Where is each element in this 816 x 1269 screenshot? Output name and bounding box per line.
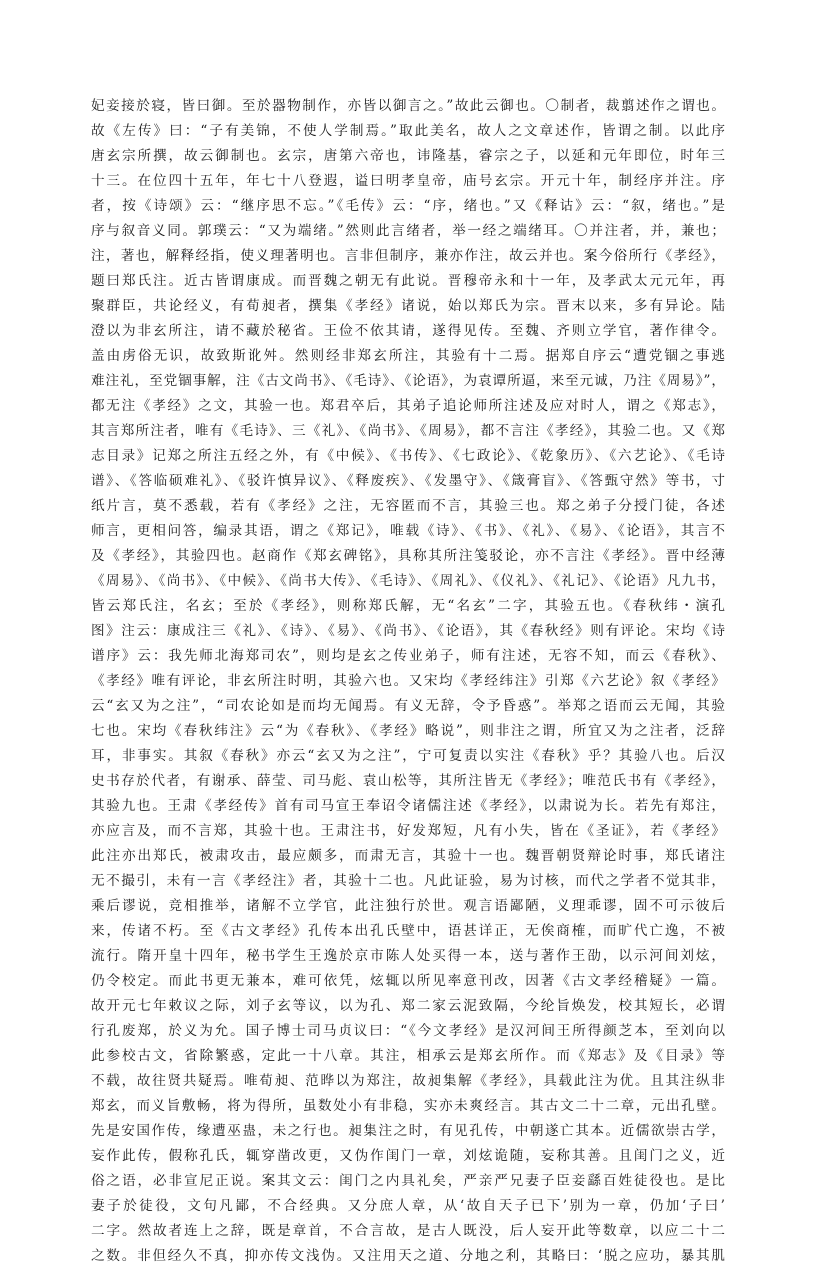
text-line: 澄以为非玄所注，请不藏於秘省。王俭不依其请，遂得见传。至魏、齐则立学官，著作律令。: [91, 323, 725, 339]
text-line: 《周易》、《尚书》、《中候》、《尚书大传》、《毛诗》、《周礼》、《仪礼》、《礼记》、《论语》凡九书，: [91, 573, 725, 589]
text-line: 来，传诸不朽。至《古文孝经》孔传本出孔氏壁中，语甚详正，无俟商榷，而旷代亡逸，不被: [91, 923, 725, 939]
text-line: 无不撮引，未有一言《孝经注》者，其验十二也。凡此证验，易为讨核，而代之学者不觉其非，: [91, 873, 725, 889]
text-line: 唐玄宗所撰，故云御制也。玄宗，唐第六帝也，讳隆基，睿宗之子，以延和元年即位，时年三: [91, 148, 725, 164]
text-line: 故开元七年敕议之际，刘子玄等议，以为孔、郑二家云泥致隔，今纶旨焕发，校其短长，必谓: [91, 998, 725, 1014]
text-line: 纸片言，莫不悉载，若有《孝经》之注，无容匿而不言，其验三也。郑之弟子分授门徒，各述: [91, 498, 725, 514]
text-line: 题曰郑氏注。近古皆谓康成。而晋魏之朝无有此说。晋穆帝永和十一年，及孝武太元元年，再: [91, 273, 725, 289]
text-line: 此参校古文，省除繁惑，定此一十八章。其注，相承云是郑玄所作。而《郑志》及《目录》等: [91, 1048, 725, 1064]
text-line: 七也。宋均《春秋纬注》云“为《春秋》、《孝经》略说”，则非注之谓，所宜又为之注者，泛辞: [91, 723, 725, 739]
text-line: 序与叙音义同。郭璞云：“又为端绪。”然则此言绪者，举一经之端绪耳。〇并注者，并，兼也；: [91, 223, 725, 239]
text-line: 亦应言及，而不言郑，其验十也。王肃注书，好发郑短，凡有小失，皆在《圣证》，若《孝经》: [91, 823, 725, 839]
text-line: 十三。在位四十五年，年七十八登遐，谥曰明孝皇帝，庙号玄宗。开元十年，制经序并注。序: [91, 173, 725, 189]
text-line: 先是安国作传，缘遭巫蛊，未之行也。昶集注之时，有见孔传，中朝遂亡其本。近儒欲崇古学，: [91, 1123, 725, 1139]
text-line: 聚群臣，共论经义，有荀昶者，撰集《孝经》诸说，始以郑氏为宗。晋末以来，多有异论。陆: [91, 298, 725, 314]
text-line: 仍令校定。而此书更无兼本，难可依凭，炫辄以所见率意刊改，因著《古文孝经稽疑》一篇。: [91, 973, 725, 989]
text-line: 皆云郑氏注，名玄；至於《孝经》，则称郑氏解，无“名玄”二字，其验五也。《春秋纬・演孔: [91, 598, 725, 614]
text-line: 图》注云：康成注三《礼》、《诗》、《易》、《尚书》、《论语》，其《春秋经》则有评论。宋均《诗: [91, 623, 725, 639]
text-line: 不载，故往贤共疑焉。唯荀昶、范晔以为郑注，故昶集解《孝经》，具载此注为优。且其注纵非: [91, 1073, 725, 1089]
text-line: 师言，更相问答，编录其语，谓之《郑记》，唯载《诗》、《书》、《礼》、《易》、《论语》，其言不: [91, 523, 725, 539]
text-line: 二字。然故者连上之辞，既是章首，不合言故，是古人既没，后人妄开此等数章，以应二十二: [91, 1223, 725, 1239]
text-line: 其验九也。王肃《孝经传》首有司马宣王奉诏令诸儒注述《孝经》，以肃说为长。若先有郑注，: [91, 798, 725, 814]
text-line: 《孝经》唯有评论，非玄所注时明，其验六也。又宋均《孝经纬注》引郑《六艺论》叙《孝经》: [91, 673, 725, 689]
text-line: 俗之语，必非宣尼正说。案其文云：闺门之内具礼矣，严亲严兄妻子臣妾繇百姓徒役也。是比: [91, 1173, 725, 1189]
text-line: 行孔废郑，於义为允。国子博士司马贞议曰：“《今文孝经》是汉河间王所得颜芝本，至刘向以: [91, 1023, 725, 1039]
text-line: 注，著也，解释经指，使义理著明也。言非但制序，兼亦作注，故云并也。案今俗所行《孝经》，: [91, 248, 725, 264]
text-line: 谱序》云：我先师北海郑司农”，则均是玄之传业弟子，师有注述，无容不知，而云《春秋》、: [91, 648, 725, 664]
text-line: 乘后谬说，竞相推举，诸解不立学官，此注独行於世。观言语鄙陋，义理乖谬，固不可示彼后: [91, 898, 725, 914]
text-line: 者，按《诗颂》云：“继序思不忘。”《毛传》云：“序，绪也。”又《释诂》云：“叙，绪也。”是: [91, 198, 725, 214]
text-line: 此注亦出郑氏，被肃攻击，最应颇多，而肃无言，其验十一也。魏晋朝贤辩论时事，郑氏诸注: [91, 848, 725, 864]
text-line: 妃妾接於寝，皆曰御。至於器物制作，亦皆以御言之。”故此云御也。〇制者，裁翦述作之谓也。: [91, 98, 725, 114]
text-line: 云“玄又为之注”，“司农论如是而均无闻焉。有义无辞，令予昏惑”。举郑之语而云无闻，其验: [91, 698, 725, 714]
text-line: 志目录》记郑之所注五经之外，有《中候》、《书传》、《七政论》、《乾象历》、《六艺论》、《毛诗: [91, 448, 725, 464]
text-line: 难注礼，至党锢事解，注《古文尚书》、《毛诗》、《论语》，为袁谭所逼，来至元诚，乃注《周易》”，: [91, 373, 725, 389]
text-line: 及《孝经》，其验四也。赵商作《郑玄碑铭》，具称其所注笺驳论，亦不言注《孝经》。晋中经薄: [91, 548, 725, 564]
text-line: 其言郑所注者，唯有《毛诗》、三《礼》、《尚书》、《周易》，都不言注《孝经》，其验二也。又《郑: [91, 423, 725, 439]
text-line: 耳，非事实。其叙《春秋》亦云“玄又为之注”，宁可复责以实注《春秋》乎？其验八也。后汉: [91, 748, 725, 764]
text-line: 史书存於代者，有谢承、薛莹、司马彪、袁山松等，其所注皆无《孝经》；唯范氏书有《孝经》，: [91, 773, 725, 789]
text-line: 都无注《孝经》之文，其验一也。郑君卒后，其弟子追论师所注述及应对时人，谓之《郑志》，: [91, 398, 725, 414]
text-line: 谱》、《答临硕难礼》、《驳许慎异议》、《释废疾》、《发墨守》、《箴膏盲》、《答甄守然》等书，寸: [91, 473, 725, 489]
text-line: 故《左传》曰：“子有美锦，不使人学制焉。”取此美名，故人之文章述作，皆谓之制。以此序: [91, 123, 725, 139]
text-line: 流行。隋开皇十四年，秘书学生王逸於京市陈人处买得一本，送与著作王劭，以示河间刘炫，: [91, 948, 725, 964]
text-line: 郑玄，而义旨敷畅，将为得所，虽数处小有非稳，实亦未爽经言。其古文二十二章，元出孔壁。: [91, 1098, 725, 1114]
body-text: [91, 94, 725, 1269]
text-line: 盖由虏俗无识，故致斯讹舛。然则经非郑玄所注，其验有十二焉。据郑自序云“遭党锢之事逃: [91, 348, 725, 364]
text-line: 妄作此传，假称孔氏，辄穿凿改更，又伪作闺门一章，刘炫诡随，妄称其善。且闺门之义，近: [91, 1148, 725, 1164]
text-line: 妻子於徒役，文句凡鄙，不合经典。又分庶人章，从‘故自天子已下’别为一章，仍加‘子曰’: [91, 1198, 725, 1214]
text-line: 之数。非但经久不真，抑亦传文浅伪。又注用天之道、分地之利，其略曰：‘脱之应功，暴其肌: [91, 1248, 725, 1264]
